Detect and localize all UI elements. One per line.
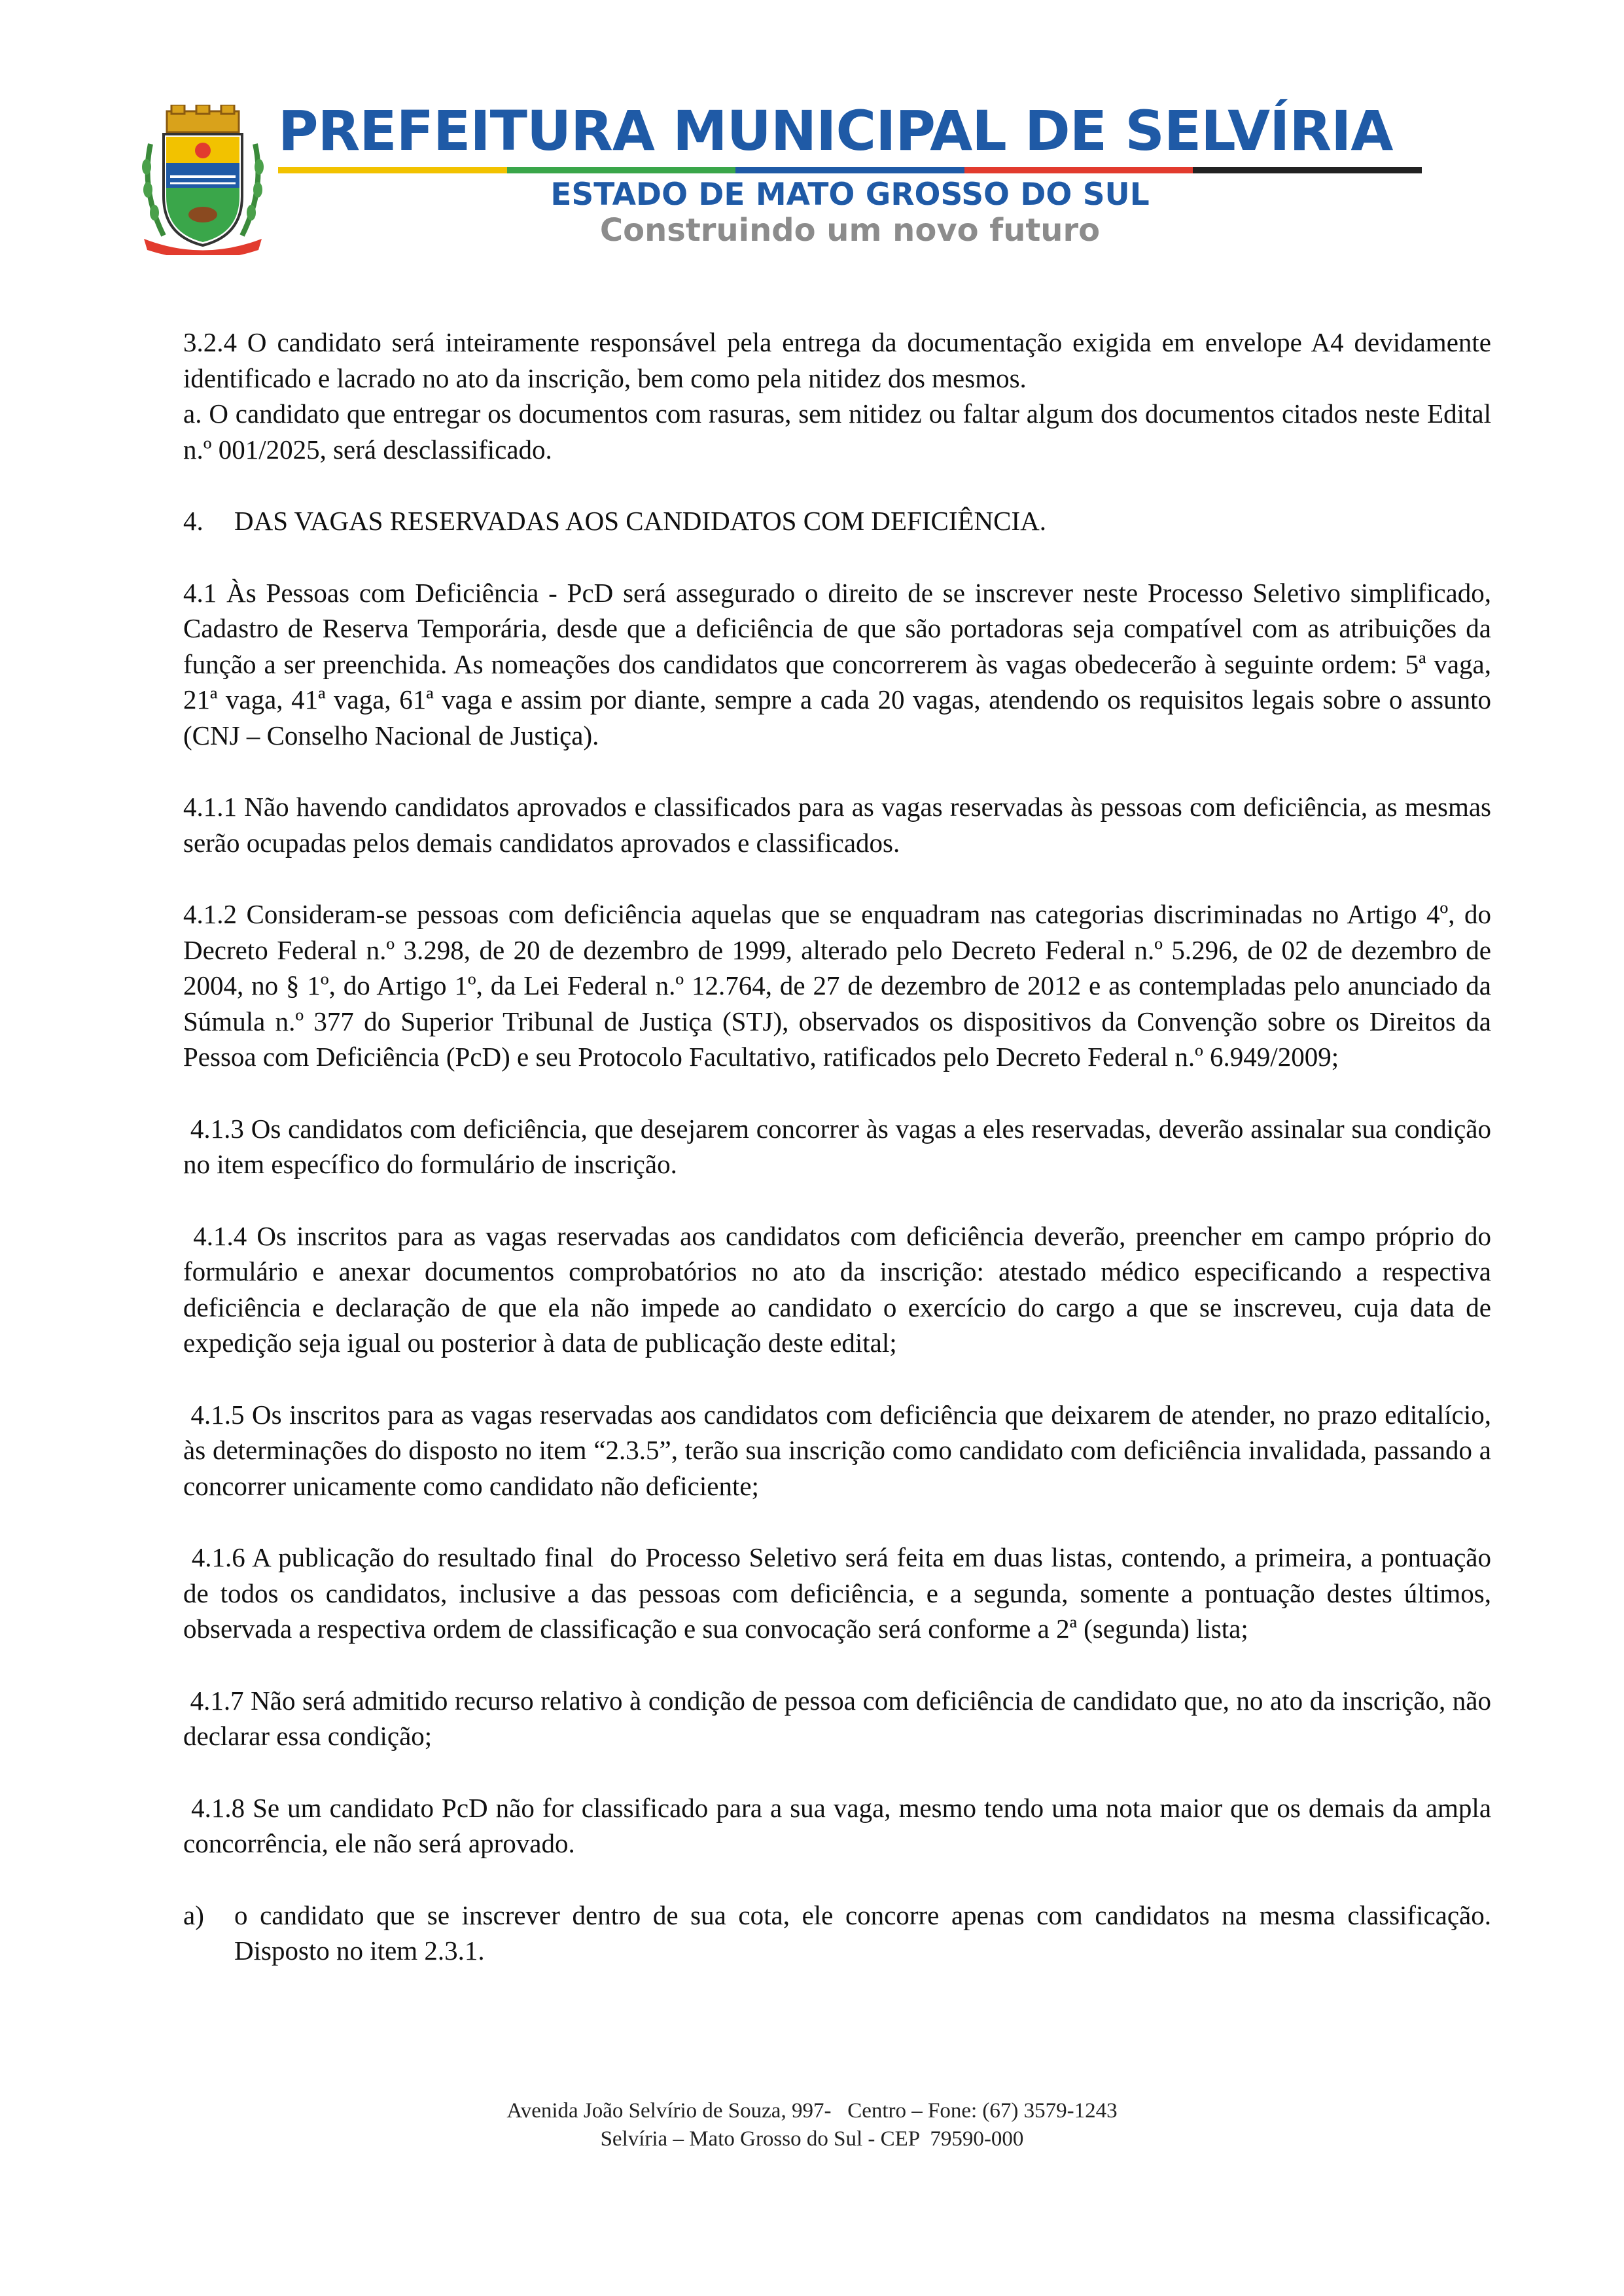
page-footer [0, 2097, 1624, 2153]
list-marker: a) [183, 1899, 204, 1930]
color-stripes [278, 167, 1422, 173]
state-subtitle: ESTADO DE MATO GROSSO DO SUL [550, 177, 1150, 213]
paragraph-4-1-2: 4.1.2 Consideram-se pessoas com deficiência aquelas que se enquadram nas categorias discriminadas no Artigo 4º, do Decreto Federal n.º 3.298, de 20 de dezembro de 1999, alterado pelo Decreto Federal n.º 5.296, de 02 de dezembro de 2004, no § 1º, do Artigo 1º, da Lei Federal n.º 12.764, de 27 de dezembro de 2012 e as contempladas pelo anunciado da Súmula n.º 377 do Superior Tribunal de Justiça (STJ), observados os dispositivos da Convenção sobre os Direitos da Pessoa com Deficiência (PcD) e seu Protocolo Facultativo, ratificados pelo Decreto Federal n.º 6.949/2009; [183, 899, 1491, 1072]
paragraph-4-1-6: 4.1.6 A publicação do resultado final do Processo Seletivo será feita em duas listas, contendo, a primeira, a pontuação de todos os candidatos, inclusive a das pessoas com deficiência, e a segunda, somente a pontuação destes últimos, observada a respectiva ordem de classificação e sua convocação será conforme a 2ª (segunda) lista; [183, 1542, 1498, 1644]
section-heading-4 [183, 503, 1491, 539]
paragraph-4-1-5: 4.1.5 Os inscritos para as vagas reservadas aos candidatos com deficiência que deixarem de atender, no prazo editalício, às determinações do disposto no item “2.3.5”, terão sua inscrição como candidato com deficiência invalidada, passando a concorrer unicamente como candidato não deficiente; [183, 1399, 1498, 1501]
stripe-blue [735, 167, 964, 173]
paragraph-4-1: 4.1 Às Pessoas com Deficiência - PcD será assegurado o direito de se inscrever neste Processo Seletivo simplificado, Cadastro de Reserva Temporária, desde que a deficiência de que são portadoras seja compatível com as atribuições da função a ser preenchida. As nomeações dos candidatos que concorrerem às vagas obedecerão à seguinte ordem: 5ª vaga, 21ª vaga, 41ª vaga, 61ª vaga e assim por diante, sempre a cada 20 vagas, atendendo os requisitos legais sobre o assunto (CNJ – Conselho Nacional de Justiça). [183, 577, 1491, 751]
municipal-coat-of-arms-icon [137, 105, 268, 255]
paragraph-4-1-4: 4.1.4 Os inscritos para as vagas reservadas aos candidatos com deficiência deverão, preencher em campo próprio do formulário e anexar documentos comprobatórios no ato da inscrição: atestado médico especificando a respectiva deficiência e declaração de que ela não impede ao candidato o exercício do cargo a que se inscreveu, cuja data de expedição seja igual ou posterior à data de publicação deste edital; [183, 1220, 1498, 1358]
footer-address: Avenida João Selvírio de Souza, 997- Centro – Fone: (67) 3579-1243 [506, 2099, 1118, 2123]
paragraph-4-1-1: 4.1.1 Não havendo candidatos aprovados e classificados para as vagas reservadas às pessoas com deficiência, as mesmas serão ocupadas pelos demais candidatos aprovados e classificados. [183, 792, 1491, 858]
municipality-title: PREFEITURA MUNICIPAL DE SELVÍRIA [278, 99, 1393, 163]
paragraph-4-1-7: 4.1.7 Não será admitido recurso relativo à condição de pessoa com deficiência de candidato que, no ato da inscrição, não declarar essa condição; [183, 1685, 1498, 1751]
section-title: DAS VAGAS RESERVADAS AOS CANDIDATOS COM DEFICIÊNCIA. [234, 506, 1046, 536]
stripe-green [507, 167, 736, 173]
paragraph-3-2-4-a: a. O candidato que entregar os documentos com rasuras, sem nitidez ou faltar algum dos documentos citados neste Edital n.º 001/2025, será desclassificado. [183, 398, 1491, 465]
paragraph-4-1-8: 4.1.8 Se um candidato PcD não for classificado para a sua vaga, mesmo tendo uma nota maior que os demais da ampla concorrência, ele não será aprovado. [183, 1792, 1498, 1858]
stripe-red [964, 167, 1193, 173]
stripe-yellow [278, 167, 507, 173]
paragraph-3-2-4: 3.2.4 O candidato será inteiramente responsável pela entrega da documentação exigida em envelope A4 devidamente identificado e lacrado no ato da inscrição, bem como pela nitidez dos mesmos. [183, 327, 1491, 393]
slogan: Construindo um novo futuro [599, 212, 1101, 249]
letterhead [0, 0, 1624, 275]
section-number: 4. [183, 506, 203, 536]
list-item-text: o candidato que se inscrever dentro de sua cota, ele concorre apenas com candidatos na mesma classificação. Disposto no item 2.3.1. [234, 1899, 1491, 1966]
paragraph-4-1-3: 4.1.3 Os candidatos com deficiência, que desejarem concorrer às vagas a eles reservadas, deverão assinalar sua condição no item específico do formulário de inscrição. [183, 1113, 1498, 1179]
footer-city-cep: Selvíria – Mato Grosso do Sul - CEP 79590-000 [600, 2127, 1024, 2151]
list-item-a [183, 1898, 1491, 1969]
document-body [183, 325, 1498, 1969]
stripe-black [1193, 167, 1422, 173]
